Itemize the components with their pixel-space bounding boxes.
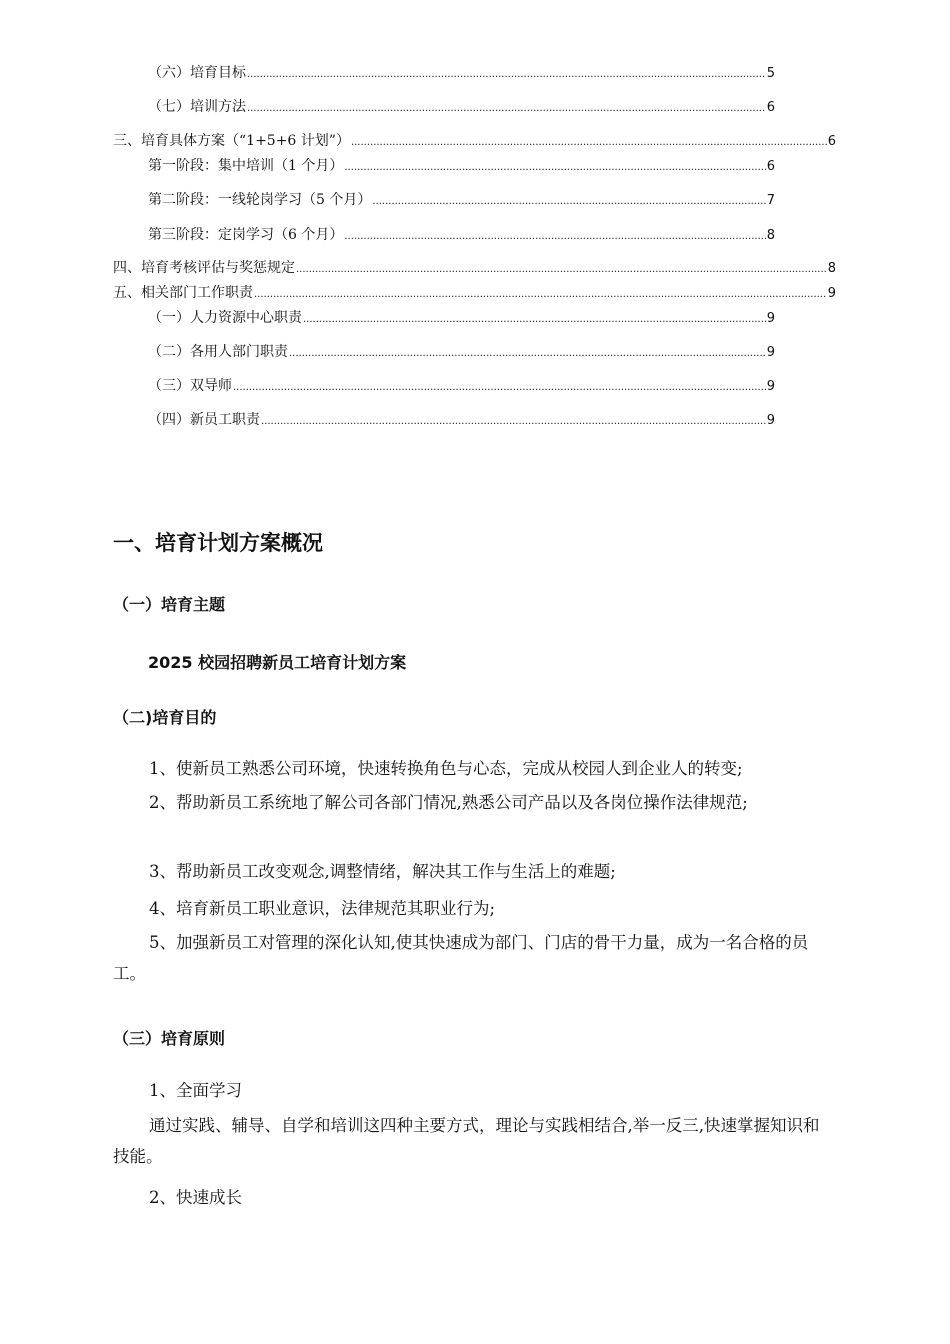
toc-entry[interactable] [148,309,775,329]
theme-title: 2025 校园招聘新员工培育计划方案 [148,653,407,672]
toc-leader-dots [303,309,766,329]
toc-entry-title: （四）新员工职责 [148,412,260,428]
principle-1-title: 1、全面学习 [149,1081,242,1100]
toc-entry[interactable] [148,64,775,84]
toc-leader-dots [254,284,827,304]
toc-entry-title: （一）人力资源中心职责 [148,310,302,326]
toc-leader-dots [233,377,766,397]
subsection-heading-purpose: （二)培育目的 [113,708,217,727]
toc-entry-page: 8 [766,228,775,243]
section-heading: 一、培育计划方案概况 [113,531,323,555]
toc-entry-title: （七）培训方法 [148,99,246,115]
toc-entry[interactable] [113,259,836,279]
purpose-item-3: 3、帮助新员工改变观念,调整情绪，解决其工作与生活上的难题; [149,862,616,881]
toc-entry-page: 6 [827,134,836,149]
toc-entry-page: 8 [827,261,836,276]
toc-entry[interactable] [148,191,775,211]
toc-entry-title: 三、培育具体方案（“1+5+6 计划”） [113,133,350,149]
toc-leader-dots [344,226,765,246]
toc-entry-page: 9 [827,286,836,301]
principle-1-text: 通过实践、辅导、自学和培训这四种主要方式，理论与实践相结合,举一反三,快速掌握知识和技能。 [113,1116,820,1166]
toc-entry[interactable] [113,132,836,152]
toc-leader-dots [247,98,766,118]
toc-entry[interactable] [148,226,775,246]
toc-entry-title: 第一阶段：集中培训（1 个月） [148,158,344,174]
toc-entry-title: 第三阶段：定岗学习（6 个月） [148,227,344,243]
toc-leader-dots [344,157,765,177]
toc-entry-title: （六）培育目标 [148,65,246,81]
toc-leader-dots [372,191,765,211]
toc-entry-page: 9 [766,345,775,360]
toc-entry-page: 9 [766,413,775,428]
purpose-item-4: 4、培育新员工职业意识，法律规范其职业行为; [149,899,496,918]
toc-entry[interactable] [148,157,775,177]
toc-entry[interactable] [148,411,775,431]
purpose-item-1: 1、使新员工熟悉公司环境，快速转换角色与心态，完成从校园人到企业人的转变; [149,759,743,778]
toc-leader-dots [289,343,766,363]
toc-entry[interactable] [113,284,836,304]
toc-leader-dots [261,411,766,431]
subsection-heading-principle: （三）培育原则 [113,1029,226,1048]
purpose-item-5: 5、加强新员工对管理的深化认知,使其快速成为部门、门店的骨干力量，成为一名合格的员工。 [113,933,809,983]
principle-2-title: 2、快速成长 [149,1188,242,1207]
toc-entry[interactable] [148,377,775,397]
toc-entry-title: 五、相关部门工作职责 [113,285,253,301]
purpose-item-2: 2、帮助新员工系统地了解公司各部门情况,熟悉公司产品以及各岗位操作法律规范; [149,793,748,812]
toc-entry-page: 6 [766,159,775,174]
toc-entry[interactable] [148,98,775,118]
toc-entry[interactable] [148,343,775,363]
toc-leader-dots [351,132,827,152]
toc-entry-title: （三）双导师 [148,378,232,394]
toc-entry-title: （二）各用人部门职责 [148,344,288,360]
toc-entry-page: 9 [766,379,775,394]
toc-entry-page: 6 [766,100,775,115]
toc-leader-dots [247,64,766,84]
toc-entry-title: 四、培育考核评估与奖惩规定 [113,260,295,276]
toc-leader-dots [296,259,827,279]
toc-entry-page: 5 [766,66,775,81]
toc-entry-page: 9 [766,311,775,326]
subsection-heading-theme: （一）培育主题 [113,595,226,614]
toc-entry-page: 7 [766,193,775,208]
toc-entry-title: 第二阶段：一线轮岗学习（5 个月） [148,192,372,208]
